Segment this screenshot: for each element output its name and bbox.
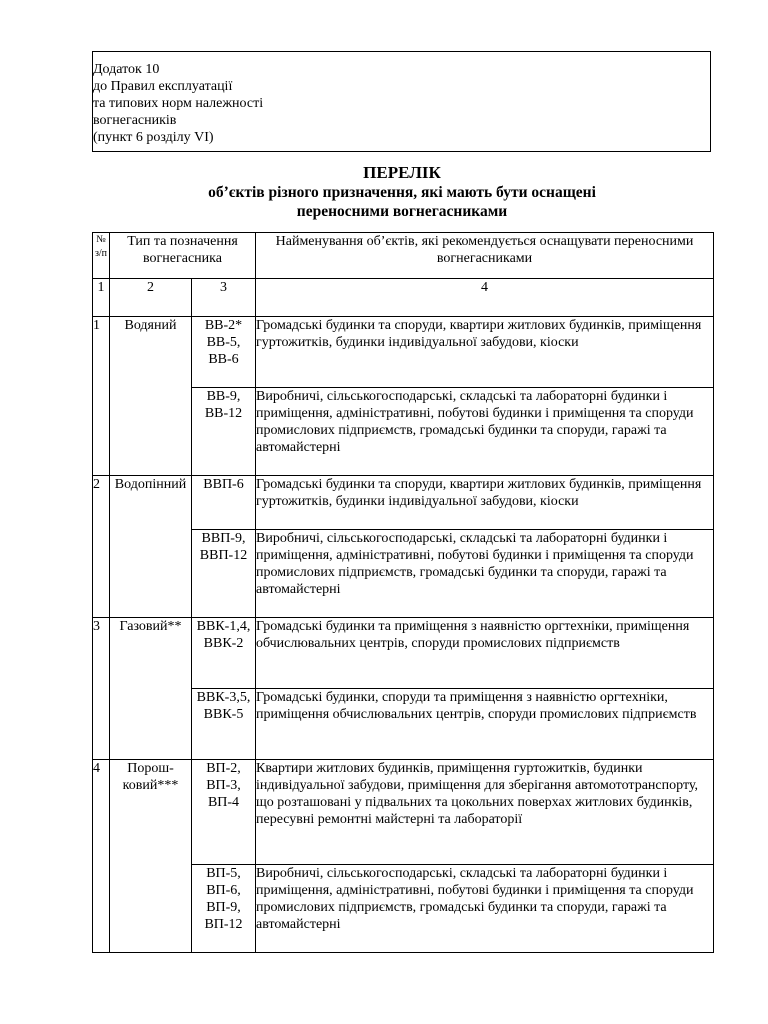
object-description: Громадські будинки та приміщення з наявністю оргтехніки, приміщення обчислювальних центрів, споруди промислових підприємств bbox=[256, 618, 714, 689]
appendix-note bbox=[92, 51, 711, 152]
row-number: 2 bbox=[93, 476, 110, 618]
header-no: № з/п bbox=[93, 233, 110, 279]
object-description: Громадські будинки та споруди, квартири житлових будинків, приміщення гуртожитків, будинки індивідуальної забудови, кіоски bbox=[256, 317, 714, 388]
column-number: 4 bbox=[256, 279, 714, 317]
extinguisher-type: Газовий** bbox=[110, 618, 192, 760]
appendix-line: до Правил експлуатації bbox=[93, 79, 233, 94]
extinguisher-code: ВВП-6 bbox=[192, 476, 256, 530]
column-number: 3 bbox=[192, 279, 256, 317]
column-number: 1 bbox=[93, 279, 110, 317]
extinguisher-type: Порош-ковий*** bbox=[110, 760, 192, 953]
table-row bbox=[93, 317, 714, 388]
extinguisher-code: ВВК-3,5, ВВК-5 bbox=[192, 689, 256, 760]
row-number: 3 bbox=[93, 618, 110, 760]
document-title bbox=[92, 163, 712, 221]
title-subtitle-line-2: переносними вогнегасниками bbox=[296, 203, 508, 220]
object-description: Виробничі, сільськогосподарські, складські та лабораторні будинки і приміщення, адміністративні, побутові будинки і приміщення та споруди промислових підприємств, громадські будинки та споруди, гаражі та автомайстерні bbox=[256, 388, 714, 476]
table-row bbox=[93, 618, 714, 689]
column-number-row bbox=[93, 279, 714, 317]
table-row bbox=[93, 476, 714, 530]
extinguisher-code: ВП-5, ВП-6, ВП-9, ВП-12 bbox=[192, 865, 256, 953]
extinguisher-code: ВВ-2* ВВ-5, ВВ-6 bbox=[192, 317, 256, 388]
object-description: Громадські будинки, споруди та приміщення з наявністю оргтехніки, приміщення обчислювальних центрів, споруди промислових підприємств bbox=[256, 689, 714, 760]
object-description: Виробничі, сільськогосподарські, складські та лабораторні будинки і приміщення, адміністративні, побутові будинки і приміщення та споруди промислових підприємств, громадські будинки та споруди, гаражі та автомайстерні bbox=[256, 865, 714, 953]
row-number: 1 bbox=[93, 317, 110, 476]
extinguisher-code: ВВК-1,4, ВВК-2 bbox=[192, 618, 256, 689]
extinguisher-type: Водопінний bbox=[110, 476, 192, 618]
title-main: ПЕРЕЛІК bbox=[363, 163, 441, 182]
appendix-line: та типових норм належності bbox=[93, 96, 264, 111]
appendix-line: вогнегасників bbox=[93, 113, 177, 128]
object-description: Квартири житлових будинків, приміщення гуртожитків, будинки індивідуальної забудови, приміщення для зберігання автомототранспорту, що розташовані у підвальних та цокольних поверхах житлових будинків, пересувні ремонтні майстерні та лабораторії bbox=[256, 760, 714, 865]
object-description: Громадські будинки та споруди, квартири житлових будинків, приміщення гуртожитків, будинки індивідуальної забудови, кіоски bbox=[256, 476, 714, 530]
object-description: Виробничі, сільськогосподарські, складські та лабораторні будинки і приміщення, адміністративні, побутові будинки і приміщення та споруди промислових підприємств, громадські будинки та споруди, гаражі та автомайстерні bbox=[256, 530, 714, 618]
extinguisher-code: ВП-2, ВП-3, ВП-4 bbox=[192, 760, 256, 865]
table-header-row bbox=[93, 233, 714, 279]
header-type: Тип та позначення вогнегасника bbox=[110, 233, 256, 279]
table-body bbox=[93, 233, 714, 953]
header-objects: Найменування об’єктів, які рекомендується оснащувати переносними вогнегасниками bbox=[256, 233, 714, 279]
extinguisher-code: ВВП-9, ВВП-12 bbox=[192, 530, 256, 618]
title-subtitle-line-1: об’єктів різного призначення, які мають бути оснащені bbox=[208, 184, 596, 201]
appendix-line: (пункт 6 розділу VI) bbox=[93, 130, 214, 145]
table-row bbox=[93, 760, 714, 865]
appendix-line: Додаток 10 bbox=[93, 62, 160, 77]
row-number: 4 bbox=[93, 760, 110, 953]
column-number: 2 bbox=[110, 279, 192, 317]
extinguisher-type: Водяний bbox=[110, 317, 192, 476]
extinguisher-code: ВВ-9, ВВ-12 bbox=[192, 388, 256, 476]
extinguisher-table bbox=[92, 232, 714, 953]
